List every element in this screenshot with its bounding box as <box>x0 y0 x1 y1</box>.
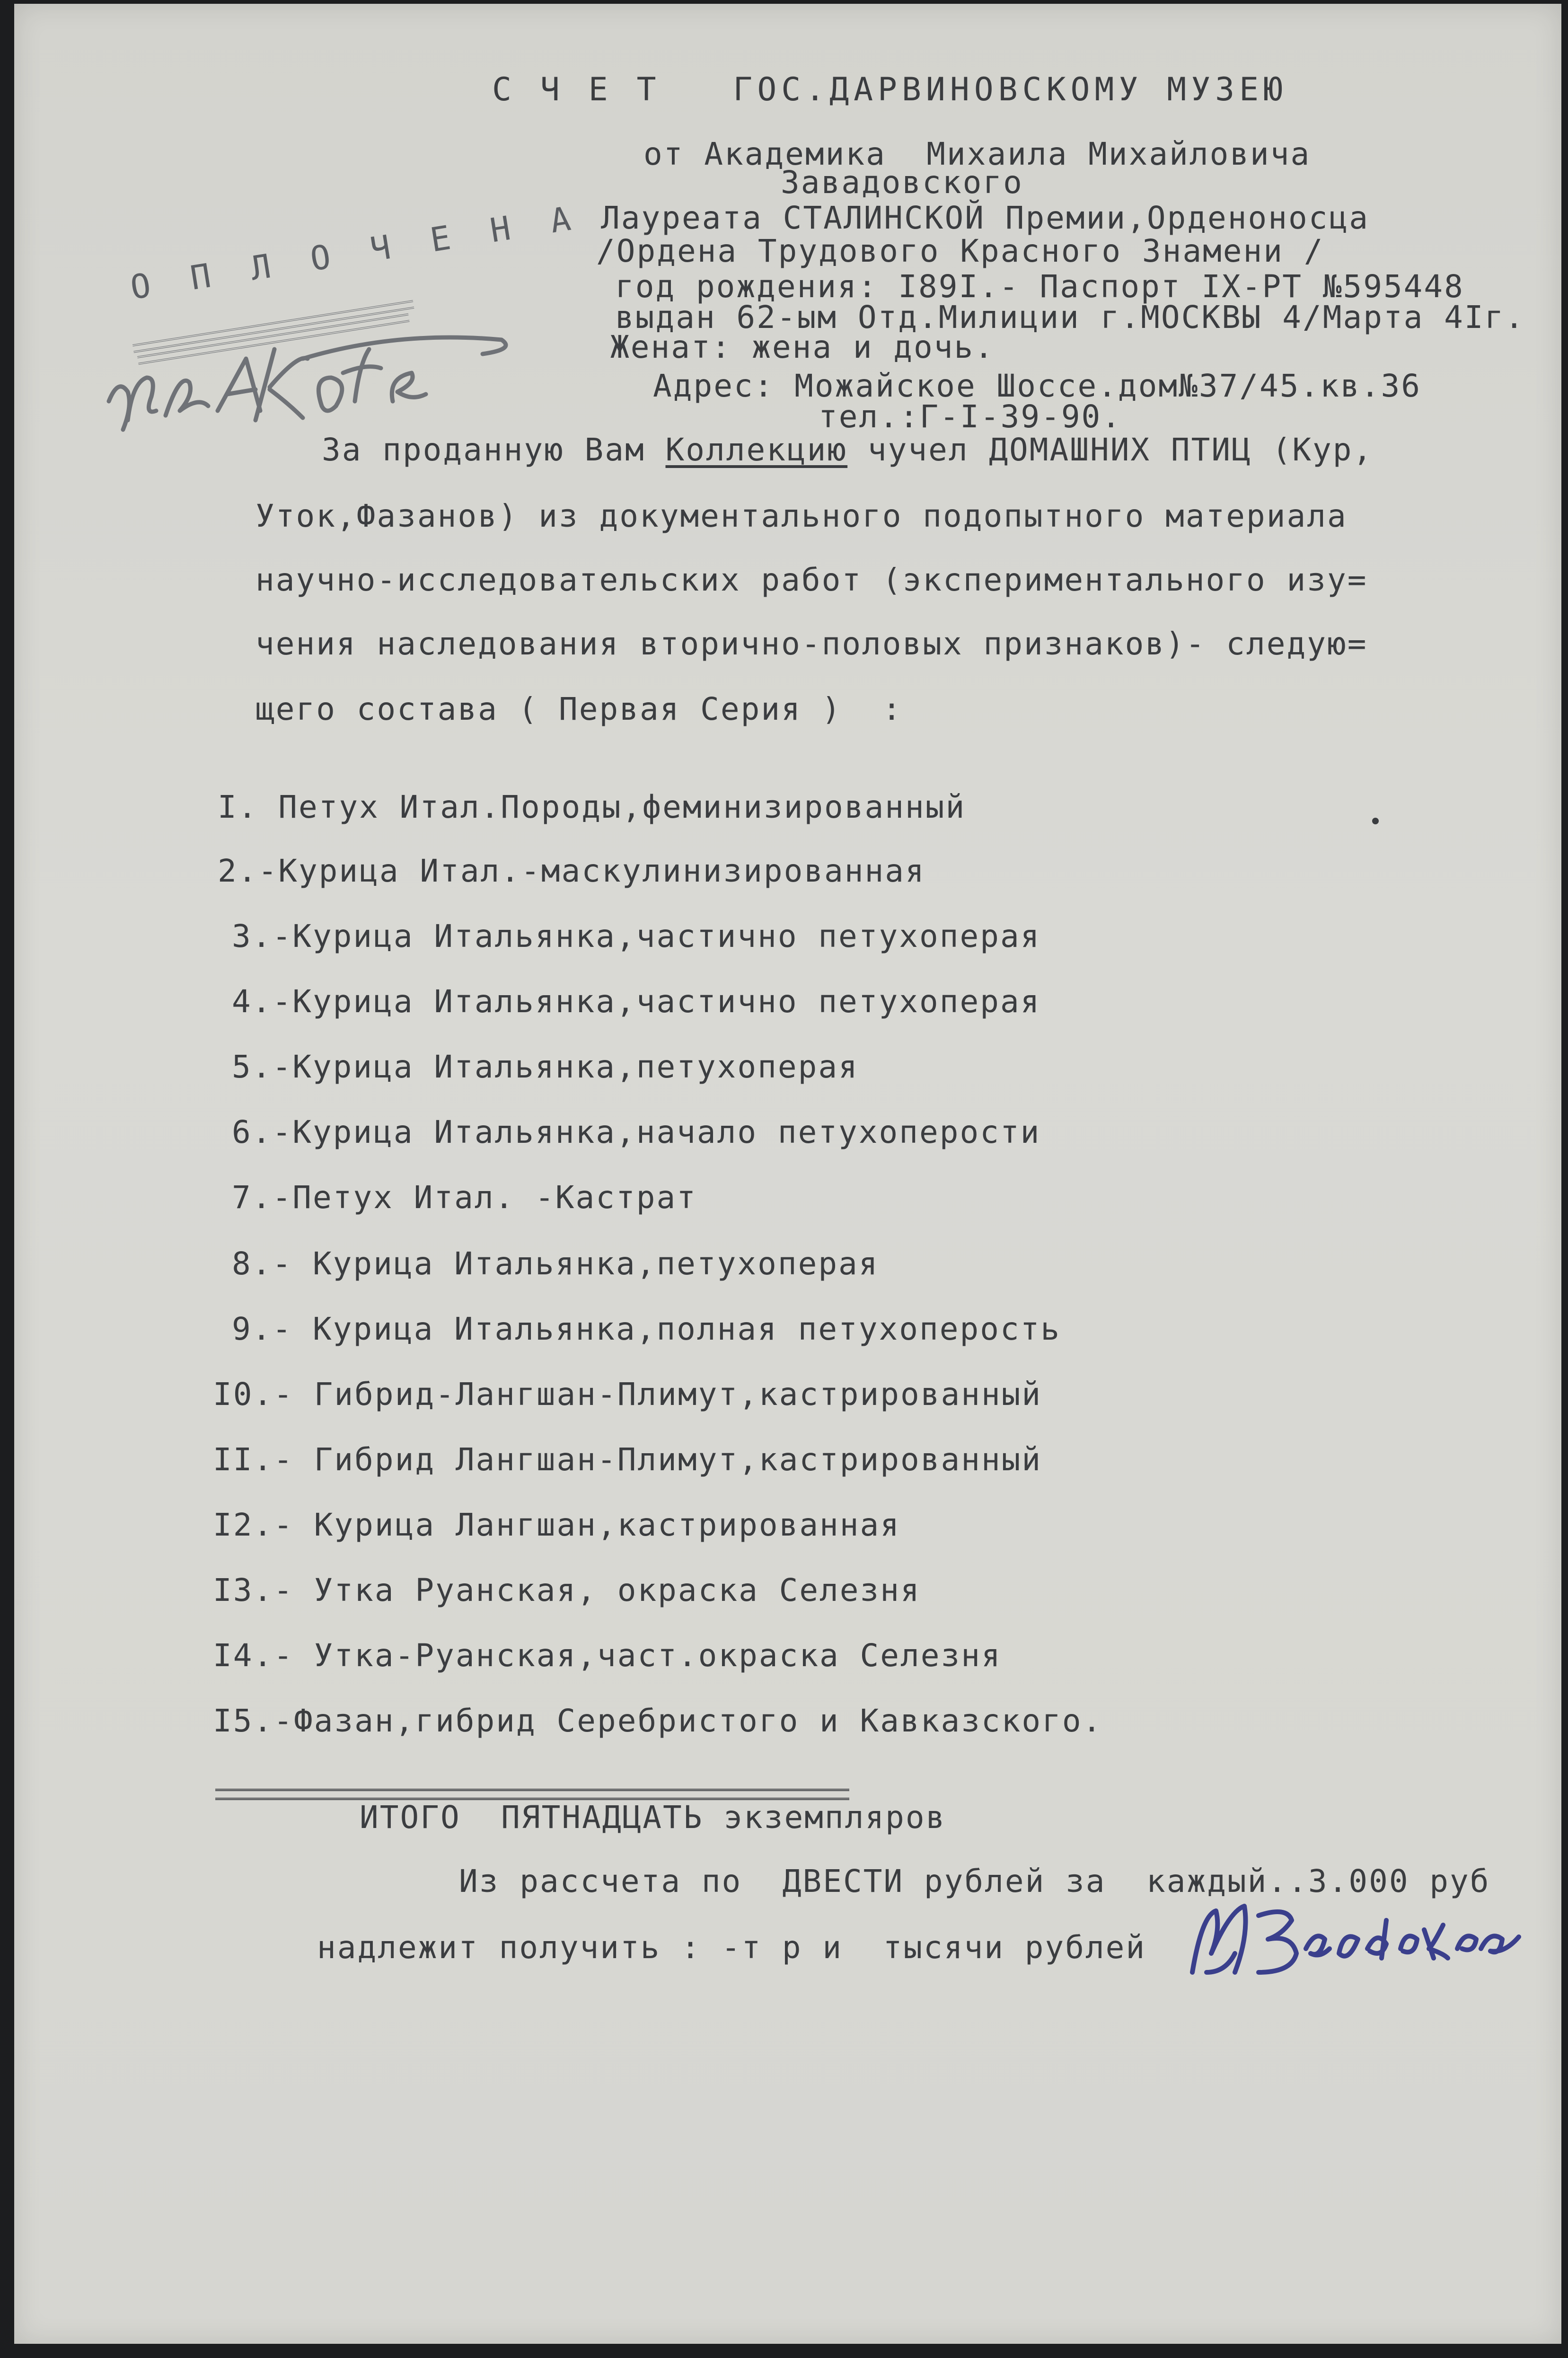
list-item: 7.-Петух Итал. -Кастрат <box>232 1179 697 1216</box>
surname-line: Завадовского <box>781 164 1023 201</box>
total-line: ИТОГО ПЯТНАДЦАТЬ экземпляров <box>360 1799 946 1836</box>
phone-line: тел.:Г-I-39-90. <box>819 398 1122 435</box>
list-item: 9.- Курица Итальянка,полная петухоперость <box>232 1311 1061 1347</box>
list-item: 2.-Курица Итал.-маскулинизированная <box>218 853 925 889</box>
intro-tail: чучел ДОМАШНИХ ПТИЦ (Кур, <box>847 432 1374 468</box>
collection-underlined: Коллекцию <box>665 432 848 468</box>
intro-paragraph-line-3: научно-исследовательских работ (экспериментального изу= <box>255 562 1368 598</box>
intro-lead: За проданную Вам <box>322 432 666 468</box>
list-item: I5.-Фазан,гибрид Серебристого и Кавказского. <box>213 1703 1103 1739</box>
from-line: от Академика Михаила Михайловича <box>643 136 1311 172</box>
list-item: 3.-Курица Итальянка,частично петухоперая <box>232 918 1041 954</box>
signature <box>1178 1878 1528 1996</box>
ink-dot <box>1372 818 1379 824</box>
intro-paragraph-line-4: чения наследования вторично-половых признаков)- следую= <box>255 626 1368 662</box>
list-item: I4.- Утка-Руанская,част.окраска Селезня <box>213 1637 1002 1674</box>
intro-paragraph-line-5: щего состава ( Первая Серия ) : <box>255 691 903 727</box>
issued-line: выдан 62-ым Отд.Милиции г.МОСКВЫ 4/Марта 4Iг. <box>615 299 1525 336</box>
list-item: I. Петух Итал.Породы,феминизированный <box>218 789 966 825</box>
birth-passport-line: год рождения: I89I.- Паспорт IX-РТ №595448 <box>615 268 1464 305</box>
document-page <box>14 4 1561 2344</box>
list-item: I0.- Гибрид-Лангшан-Плимут,кастрированный <box>213 1376 1042 1413</box>
calculation-line: Из рассчета по ДВЕСТИ рублей за каждый..3.000 руб <box>459 1863 1490 1899</box>
document-title: С Ч Е Т ГОС.ДАРВИНОВСКОМУ МУЗЕЮ <box>492 71 1288 108</box>
list-item: 6.-Курица Итальянка,начало петухоперости <box>232 1114 1041 1150</box>
intro-paragraph-line-1 <box>322 434 1373 466</box>
paid-stamp: О П Л О Ч Е Н А <box>128 197 584 307</box>
married-line: Женат: жена и дочь. <box>610 329 995 365</box>
list-item: I3.- Утка Руанская, окраска Селезня <box>213 1572 921 1608</box>
total-divider <box>215 1789 849 1800</box>
list-item: 4.-Курица Итальянка,частично петухоперая <box>232 983 1041 1020</box>
intro-paragraph-line-2: Уток,Фазанов) из документального подопытного материала <box>255 498 1348 534</box>
order-line: /Ордена Трудового Красного Знамени / <box>596 233 1324 269</box>
list-item: I2.- Курица Лангшан,кастрированная <box>213 1507 901 1543</box>
amount-due-line: надлежит получить : -т р и тысячи рублей <box>317 1929 1146 1966</box>
address-line: Адрес: Можайское Шоссе.дом№37/45.кв.36 <box>653 368 1421 404</box>
list-item: 5.-Курица Итальянка,петухоперая <box>232 1049 859 1085</box>
list-item: II.- Гибрид Лангшан-Плимут,кастрированный <box>213 1441 1042 1478</box>
list-item: 8.- Курица Итальянка,петухоперая <box>232 1245 879 1282</box>
laureate-line: Лауреата СТАЛИНСКОЙ Премии,Орденоносца <box>601 200 1369 236</box>
